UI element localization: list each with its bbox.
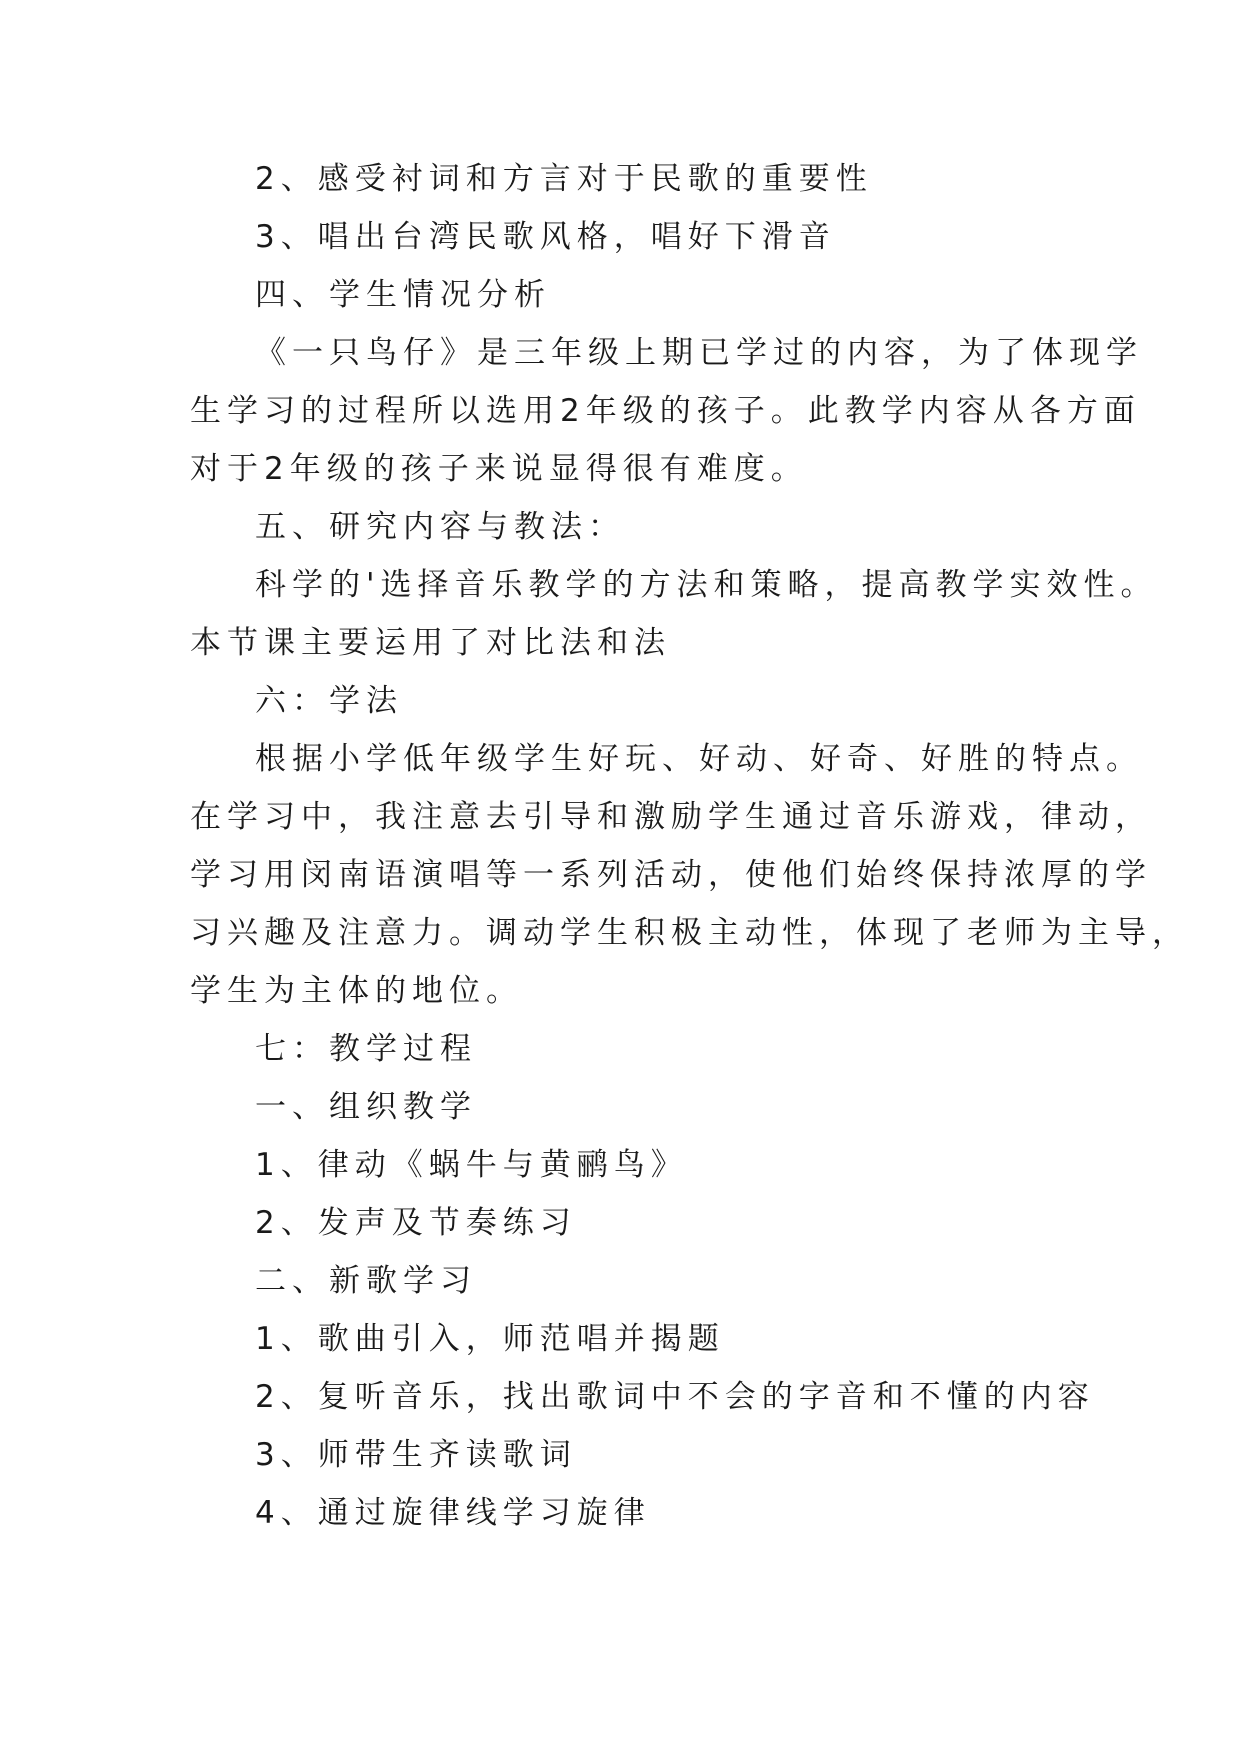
section-heading-research-content: 五、研究内容与教法： [255, 509, 625, 545]
paragraph-line: 本节课主要运用了对比法和法 [190, 625, 671, 661]
document-page [190, 150, 1189, 1542]
objective-2: 2、感受衬词和方言对于民歌的重要性 [255, 161, 873, 197]
paragraph-line: 生学习的过程所以选用2年级的孩子。此教学内容从各方面 [190, 393, 1141, 429]
paragraph-line: 对于2年级的孩子来说显得很有难度。 [190, 451, 808, 487]
list-item: 1、律动《蜗牛与黄鹂鸟》 [255, 1147, 688, 1183]
list-item: 3、师带生齐读歌词 [255, 1437, 577, 1473]
section-heading-teaching-process: 七：教学过程 [255, 1031, 477, 1067]
list-item: 2、发声及节奏练习 [255, 1205, 577, 1241]
paragraph-line: 学习用闵南语演唱等一系列活动，使他们始终保持浓厚的学 [190, 857, 1152, 893]
section-heading-student-analysis: 四、学生情况分析 [255, 277, 551, 313]
list-item: 2、复听音乐，找出歌词中不会的字音和不懂的内容 [255, 1379, 1095, 1415]
subheading-new-song-learning: 二、新歌学习 [255, 1263, 477, 1299]
objective-3: 3、唱出台湾民歌风格，唱好下滑音 [255, 219, 836, 255]
paragraph-line: 根据小学低年级学生好玩、好动、好奇、好胜的特点。 [255, 741, 1143, 777]
paragraph-line: 在学习中，我注意去引导和激励学生通过音乐游戏，律动， [190, 799, 1152, 835]
list-item: 1、歌曲引入，师范唱并揭题 [255, 1321, 725, 1357]
paragraph-line: 科学的'选择音乐教学的方法和策略，提高教学实效性。 [255, 567, 1158, 603]
section-heading-learning-method: 六：学法 [255, 683, 403, 719]
paragraph-line: 《一只鸟仔》是三年级上期已学过的内容，为了体现学 [255, 335, 1143, 371]
list-item: 4、通过旋律线学习旋律 [255, 1495, 651, 1531]
paragraph-line: 学生为主体的地位。 [190, 973, 523, 1009]
subheading-organize-teaching: 一、组织教学 [255, 1089, 477, 1125]
paragraph-line: 习兴趣及注意力。调动学生积极主动性，体现了老师为主导， [190, 915, 1189, 951]
